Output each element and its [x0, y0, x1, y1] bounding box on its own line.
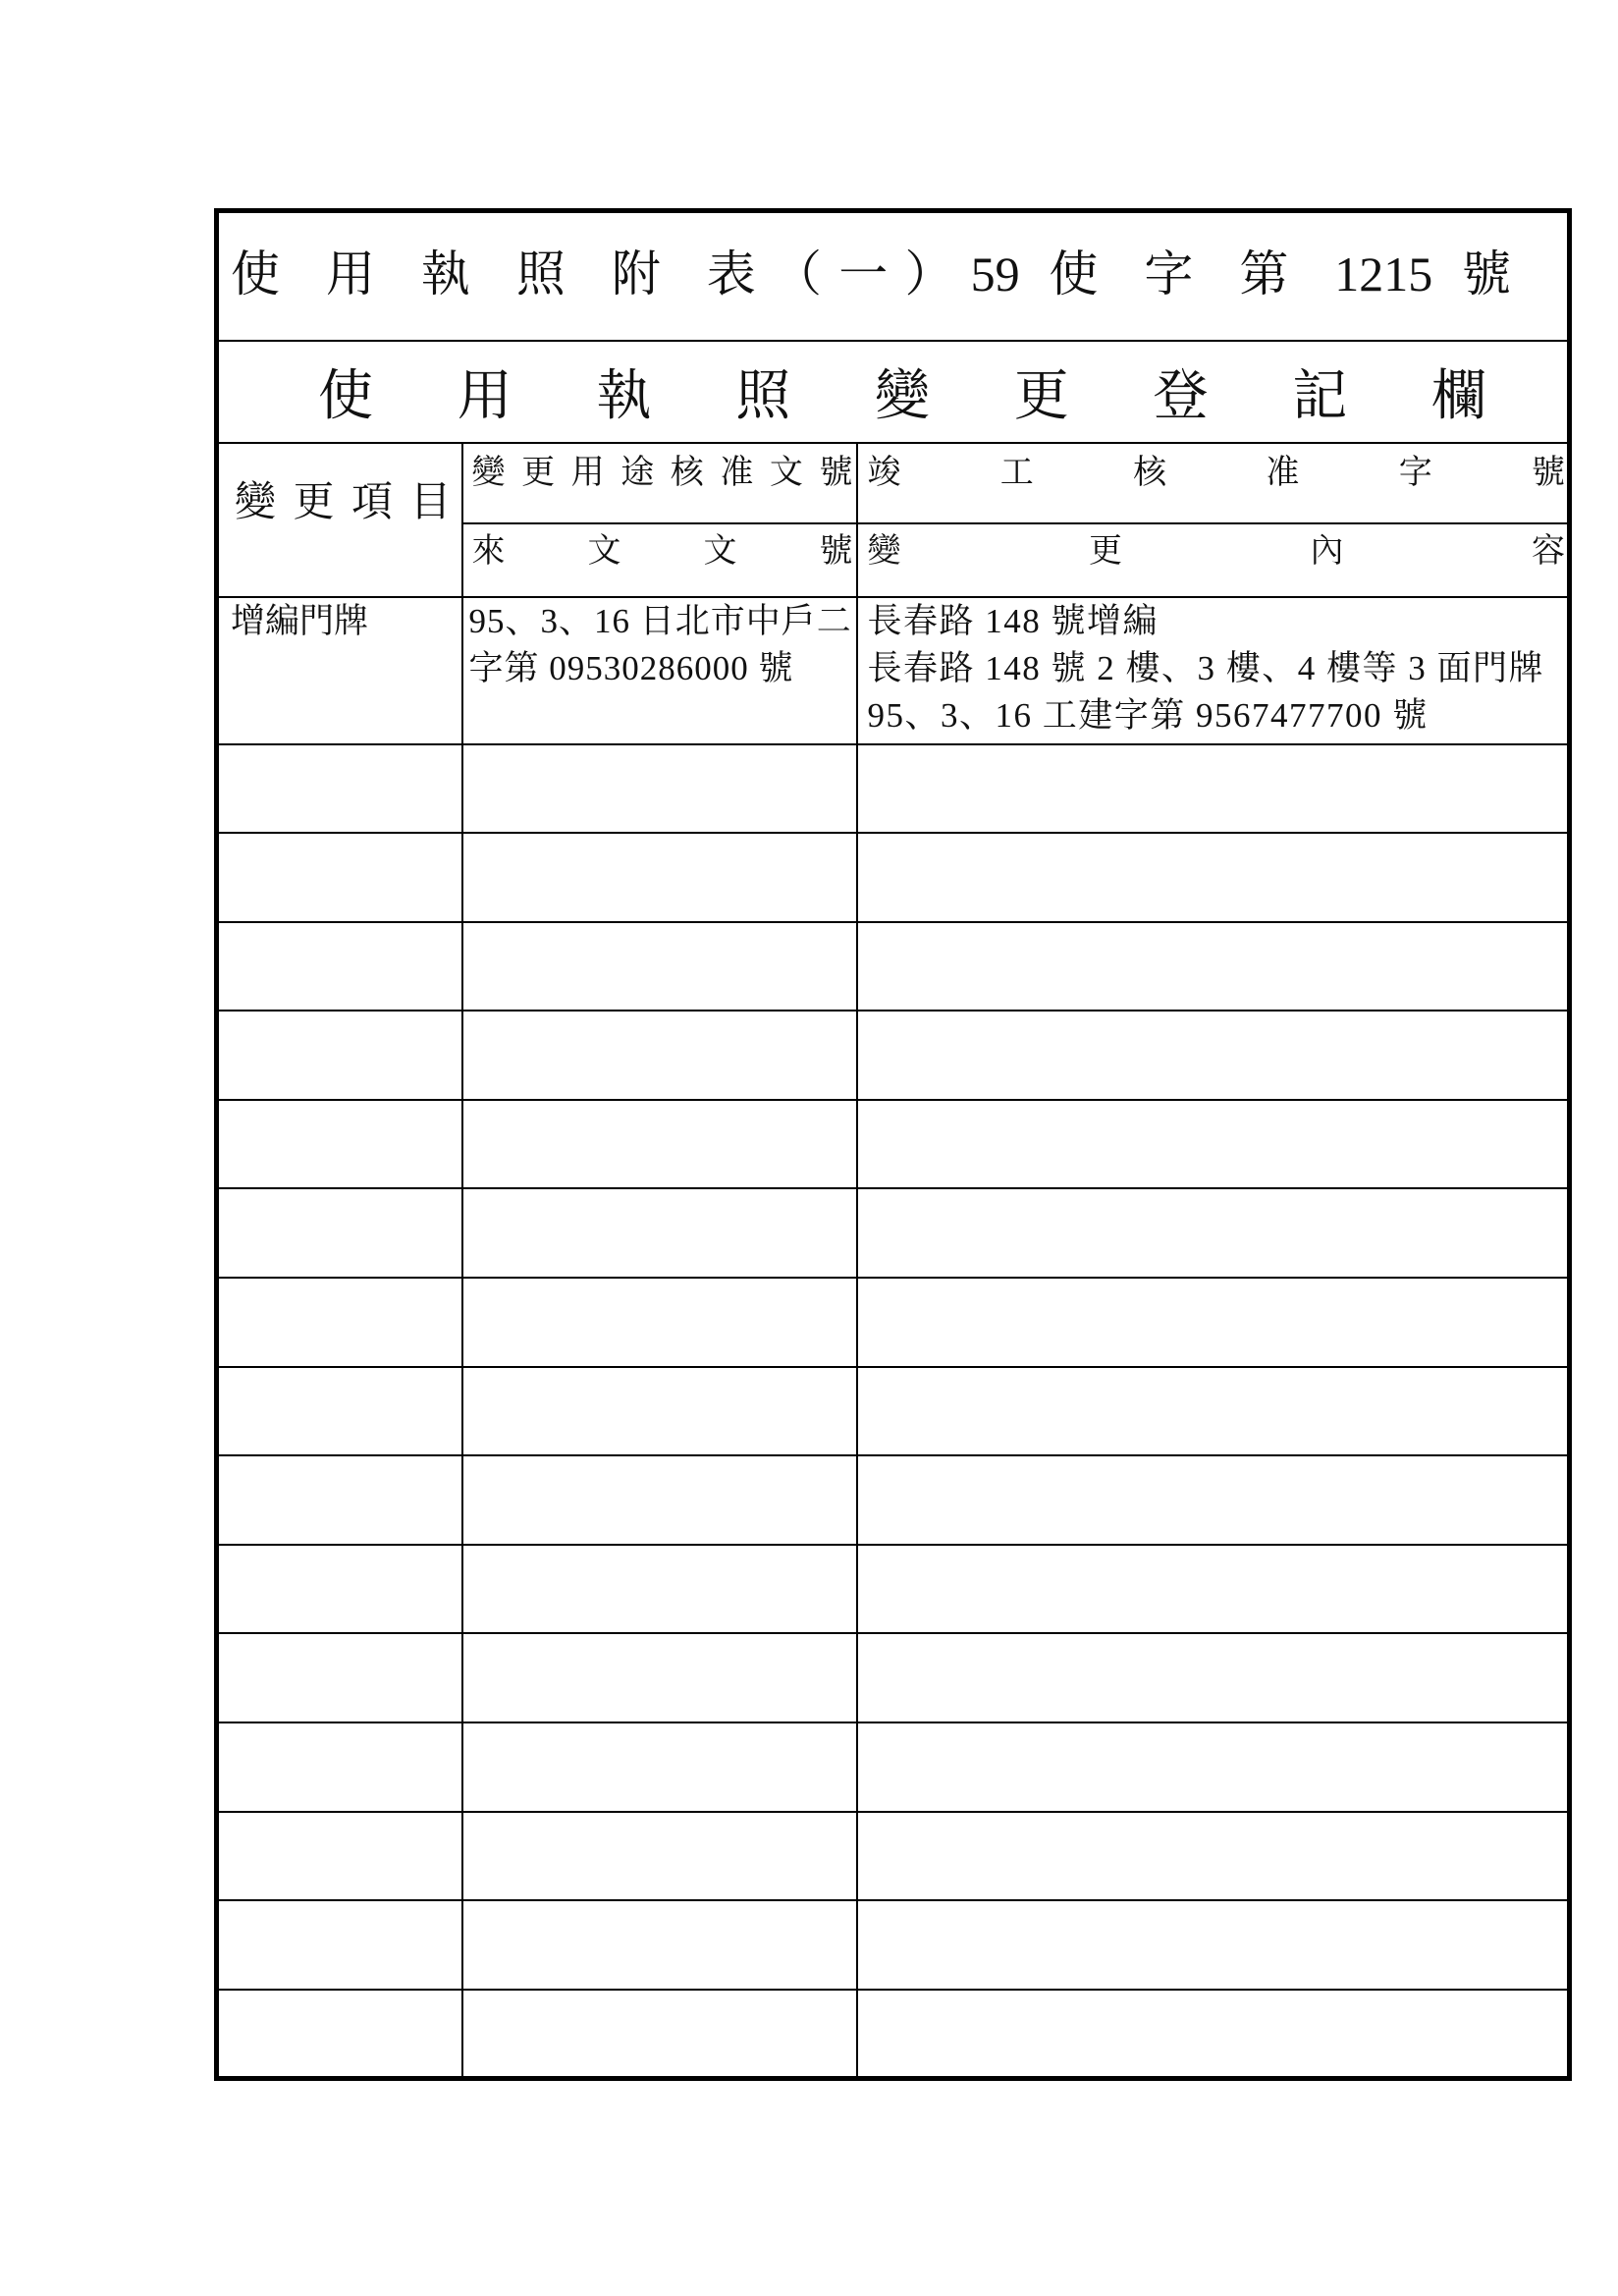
- item-cell: [217, 1722, 462, 1812]
- blank-row: [217, 1188, 1570, 1278]
- column-header-row-1: [217, 443, 1570, 523]
- column-header-change-content-cell: [857, 523, 1570, 597]
- item-cell: [217, 597, 462, 744]
- doc-no-cell: [462, 1900, 857, 1990]
- content-cell: [857, 1100, 1570, 1189]
- doc-no-cell: [462, 1990, 857, 2079]
- doc-no-cell: [462, 1278, 857, 1367]
- content-cell: [857, 1990, 1570, 2079]
- column-header-approval-doc-no: 變 更 用 途 核 准 文 號: [471, 454, 853, 491]
- blank-row: [217, 1990, 1570, 2079]
- section-heading-row: [217, 341, 1570, 443]
- item-cell: [217, 744, 462, 834]
- blank-row: [217, 1100, 1570, 1189]
- item-cell: [217, 1367, 462, 1456]
- column-header-approval-doc-cell: [462, 443, 857, 523]
- item-cell: [217, 1278, 462, 1367]
- doc-no-cell: [462, 1812, 857, 1901]
- blank-row: [217, 1367, 1570, 1456]
- blank-row: [217, 833, 1570, 922]
- content-cell: [857, 597, 1570, 744]
- title-row: [217, 211, 1570, 341]
- item-cell: [217, 1545, 462, 1634]
- content-cell: [857, 1367, 1570, 1456]
- form-title: 使 用 執 照 附 表（一）59 使 字 第 1215 號: [231, 246, 1511, 302]
- item-cell: [217, 1455, 462, 1545]
- doc-no-cell: [462, 1722, 857, 1812]
- content-cell: [857, 1633, 1570, 1722]
- column-header-incoming-doc-cell: [462, 523, 857, 597]
- column-header-item: 變 更 項 目: [235, 480, 452, 525]
- content-cell: [857, 1722, 1570, 1812]
- form-title-cell: [217, 211, 1570, 341]
- blank-row: [217, 1455, 1570, 1545]
- blank-row: [217, 1722, 1570, 1812]
- doc-no-line: 字第 09530286000 號: [468, 648, 794, 687]
- blank-row: [217, 1545, 1570, 1634]
- doc-no-cell: [462, 1188, 857, 1278]
- doc-no-cell: [462, 833, 857, 922]
- blank-row: [217, 1633, 1570, 1722]
- content-line: 長春路 148 號增編: [867, 601, 1160, 640]
- item-text: 增編門牌: [231, 601, 369, 640]
- blank-row: [217, 744, 1570, 834]
- blank-row: [217, 922, 1570, 1011]
- blank-row: [217, 1812, 1570, 1901]
- column-header-completion-approval-cell: [857, 443, 1570, 523]
- item-cell: [217, 1100, 462, 1189]
- blank-row: [217, 1011, 1570, 1100]
- section-heading: 使 用 執 照 變 更 登 記 欄: [318, 365, 1486, 427]
- content-cell: [857, 1011, 1570, 1100]
- doc-no-cell: [462, 1633, 857, 1722]
- content-cell: [857, 1188, 1570, 1278]
- content-cell: [857, 1455, 1570, 1545]
- item-cell: [217, 922, 462, 1011]
- content-line: 長春路 148 號 2 樓、3 樓、4 樓等 3 面門牌: [867, 648, 1545, 687]
- table-row: [217, 597, 1570, 744]
- content-cell: [857, 833, 1570, 922]
- doc-no-cell: [462, 1100, 857, 1189]
- doc-no-cell: [462, 1011, 857, 1100]
- doc-no-cell: [462, 1455, 857, 1545]
- content-cell: [857, 1278, 1570, 1367]
- doc-no-cell: [462, 1367, 857, 1456]
- content-cell: [857, 1812, 1570, 1901]
- item-cell: [217, 1812, 462, 1901]
- content-line: 95、3、16 工建字第 9567477700 號: [867, 695, 1429, 735]
- column-header-incoming-doc-no: 來 文 文 號: [471, 532, 853, 570]
- doc-no-cell: [462, 922, 857, 1011]
- doc-no-cell: [462, 597, 857, 744]
- column-header-item-cell: [217, 443, 462, 597]
- content-cell: [857, 744, 1570, 834]
- blank-row: [217, 1900, 1570, 1990]
- item-cell: [217, 1900, 462, 1990]
- change-registration-table: [214, 208, 1572, 2081]
- item-cell: [217, 1633, 462, 1722]
- item-cell: [217, 1990, 462, 2079]
- doc-no-cell: [462, 744, 857, 834]
- content-cell: [857, 1900, 1570, 1990]
- column-header-change-content: 變 更 內 容: [867, 532, 1565, 570]
- item-cell: [217, 1011, 462, 1100]
- content-cell: [857, 922, 1570, 1011]
- section-heading-cell: [217, 341, 1570, 443]
- column-header-completion-approval-no: 竣 工 核 准 字 號: [867, 454, 1565, 491]
- doc-no-line: 95、3、16 日北市中戶二: [468, 601, 852, 640]
- item-cell: [217, 1188, 462, 1278]
- content-cell: [857, 1545, 1570, 1634]
- doc-no-cell: [462, 1545, 857, 1634]
- blank-row: [217, 1278, 1570, 1367]
- item-cell: [217, 833, 462, 922]
